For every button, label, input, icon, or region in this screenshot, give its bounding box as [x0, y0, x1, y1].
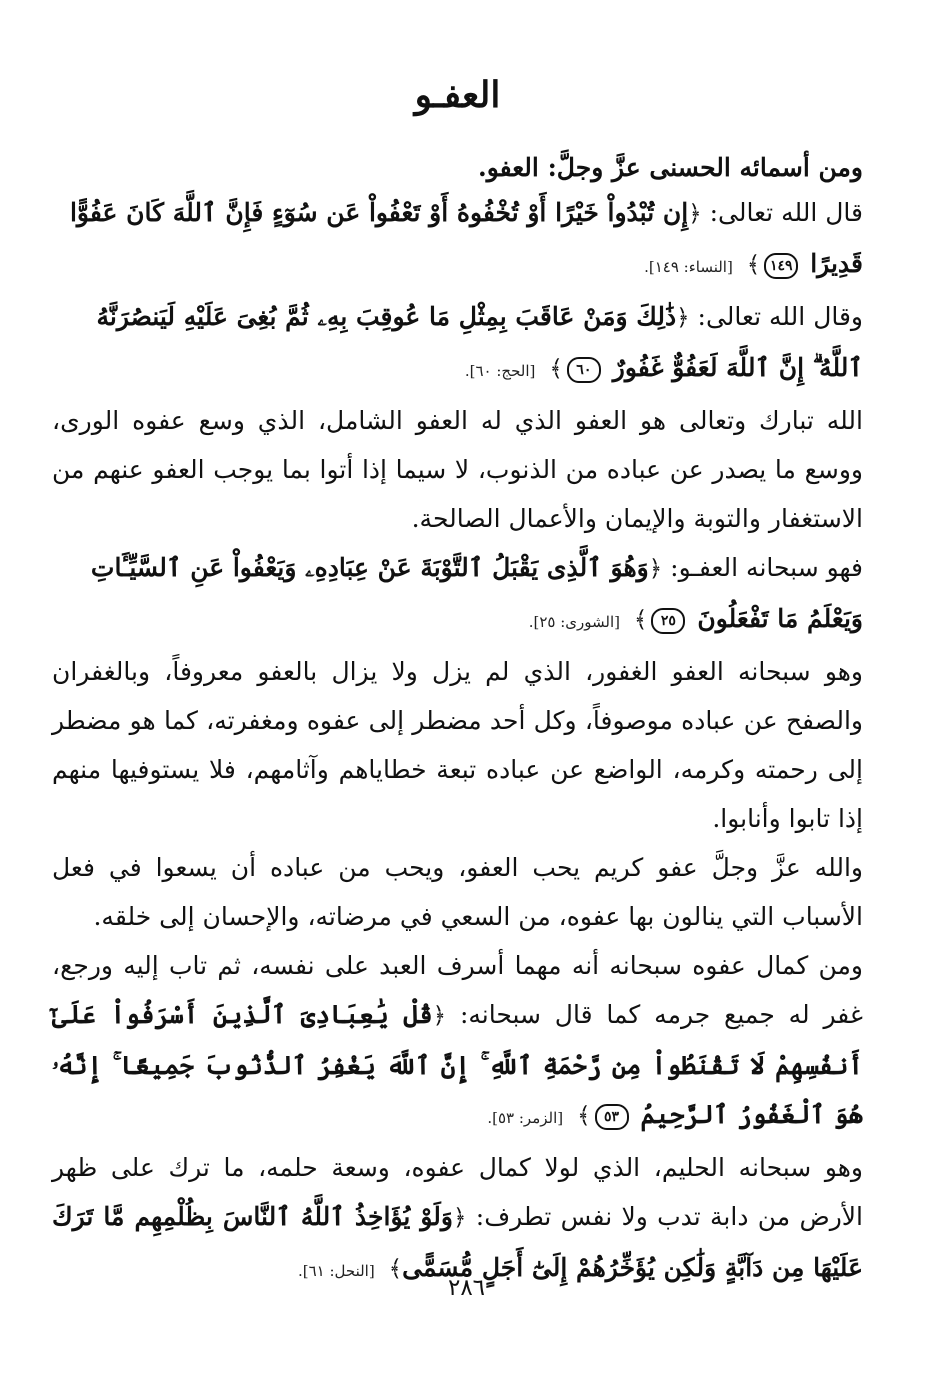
- quran-verse-text: وَهُوَ ٱلَّذِى يَقْبَلُ ٱلتَّوْبَةَ عَنْ عِبَادِهِۦ وَيَعْفُواْ عَنِ ٱلسَّيِّـَٔاتِ وَيَعْلَمُ مَا تَفْعَلُونَ: [90, 553, 863, 633]
- verse-reference: [النساء: ١٤٩].: [644, 258, 733, 276]
- ornate-bracket-open: ﴿: [648, 556, 663, 582]
- verse-reference: [الزمر: ٥٣].: [487, 1109, 564, 1127]
- intro-line: ومن أسمائه الحسنى عزَّ وجلَّ: العفو.: [477, 153, 863, 182]
- verse-reference: [الحج: ٦٠].: [464, 362, 536, 380]
- verse-lead: فهو سبحانه العفـو:: [662, 553, 863, 582]
- verse-block-hajj: [52, 292, 863, 396]
- ayah-number-medallion: ٥٣: [595, 1104, 629, 1130]
- paragraph-loves-pardon: والله عزَّ وجلَّ عفو كريم يحب العفو، ويحب من عباده أن يسعوا في فعل الأسباب التي ينالون بها عفوه، من السعي في مرضاته، والإحسان إلى خلقه.: [52, 853, 863, 931]
- ayah-number-medallion: ٢٥: [651, 608, 685, 634]
- quran-verse-text: وَلَوْ يُؤَاخِذُ ٱللَّهُ ٱلنَّاسَ بِظُلْمِهِم مَّا تَرَكَ عَلَيْهَا مِن دَآبَّةٍ وَلَٰكِن يُؤَخِّرُهُمْ إِلَىٰٓ أَجَلٍ مُّسَمًّى: [52, 1202, 863, 1282]
- paragraph-all-encompassing-pardon: الله تبارك وتعالى هو العفو الذي له العفو الشامل، الذي وسع عفوه الورى، ووسع ما يصدر عن عباده من الذنوب، لا سيما إذا أتوا بما يوجب العفو عنهم من الاستغفار والتوبة والإيمان والأعمال الصالحة.: [52, 406, 863, 533]
- paragraph-perfect-pardon: [52, 941, 863, 1143]
- ornate-bracket-close: ﴾: [577, 1103, 591, 1129]
- paragraph-text: ومن كمال عفوه سبحانه أنه مهما أسرف العبد على نفسه، ثم تاب إليه ورجع، غفر له جميع جرمه كما قال سبحانه:: [52, 951, 863, 1029]
- ayah-number-medallion: ٦٠: [567, 357, 601, 383]
- page-number: ٢٨٦: [447, 1275, 486, 1301]
- ornate-bracket-close: ﴾: [746, 252, 761, 278]
- verse-lead: قال الله تعالى:: [701, 198, 863, 227]
- verse-reference: [النحل: ٦١].: [297, 1262, 375, 1280]
- ornate-bracket-close: ﴾: [388, 1256, 403, 1282]
- verse-lead: وقال الله تعالى:: [689, 302, 863, 331]
- quran-verse-text: ذَٰلِكَ وَمَنْ عَاقَبَ بِمِثْلِ مَا عُوقِبَ بِهِۦ ثُمَّ بُغِىَ عَلَيْهِ لَيَنصُرَنَّهُ ٱللَّهُ ۗ إِنَّ ٱللَّهَ لَعَفُوٌّ غَفُورٌ: [96, 302, 863, 382]
- quran-verse-text: إِن تُبْدُواْ خَيْرًا أَوْ تُخْفُوهُ أَوْ تَعْفُواْ عَن سُوٓءٍ فَإِنَّ ٱللَّهَ كَانَ عَفُوًّا قَدِيرًا: [69, 198, 863, 278]
- ornate-bracket-open: ﴿: [676, 305, 690, 331]
- page-title: العفـو: [414, 74, 501, 116]
- ornate-bracket-open: ﴿: [432, 1003, 447, 1029]
- ornate-bracket-open: ﴿: [688, 201, 702, 227]
- ornate-bracket-open: ﴿: [452, 1205, 467, 1231]
- paragraph-forbearing: [52, 1143, 863, 1296]
- quran-verse-text: قُلْ يَٰعِبَادِىَ ٱلَّذِينَ أَسْرَفُواْ عَلَىٰٓ أَنفُسِهِمْ لَا تَقْنَطُواْ مِن رَّحْمَةِ ٱللَّهِ ۚ إِنَّ ٱللَّهَ يَغْفِرُ ٱلذُّنُوبَ جَمِيعًا ۚ إِنَّهُۥ هُوَ ٱلْغَفُورُ ٱلرَّحِيمُ: [52, 1000, 863, 1129]
- paragraph-pardoning-forgiving: وهو سبحانه العفو الغفور، الذي لم يزل ولا يزال بالعفو معروفاً، وبالغفران والصفح عن عباده موصوفاً، وكل أحد مضطر إلى عفوه ومغفرته، كما هو مضطر إلى رحمته وكرمه، الواضع عن عباده تبعة خطاياهم وآثامهم، فلا يستوفيها منهم إذا تابوا وأنابوا.: [52, 657, 863, 833]
- verse-reference: [الشورى: ٢٥].: [528, 613, 620, 631]
- verse-block-shura: [52, 543, 863, 647]
- ayah-number-medallion: ١٤٩: [764, 253, 798, 279]
- ornate-bracket-close: ﴾: [633, 607, 648, 633]
- ornate-bracket-close: ﴾: [549, 356, 563, 382]
- paragraph-text: وهو سبحانه الحليم، الذي لولا كمال عفوه، وسعة حلمه، ما ترك على ظهر الأرض من دابة تدب ولا نفس تطرف:: [52, 1153, 863, 1231]
- verse-block-nisa: [52, 188, 863, 292]
